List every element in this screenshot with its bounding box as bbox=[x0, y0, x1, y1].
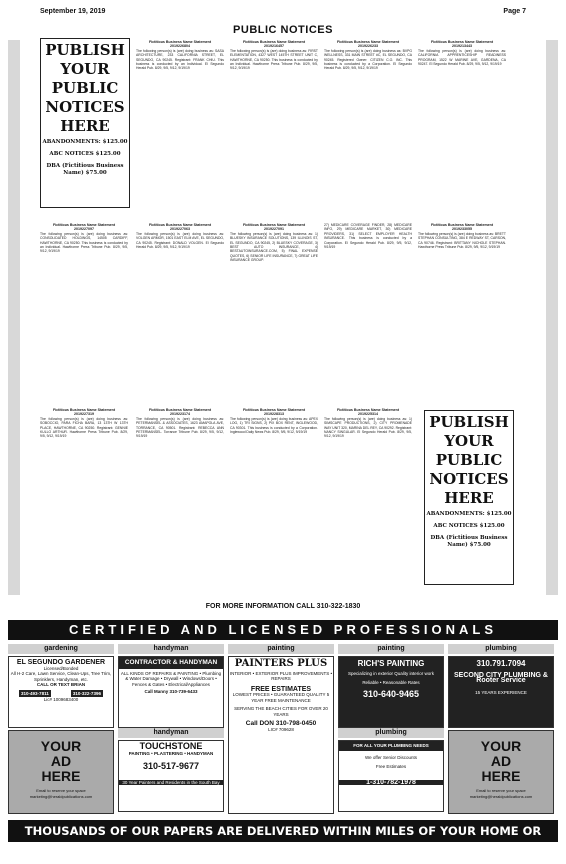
ad-body: We offer Senior Discounts bbox=[364, 754, 418, 760]
page-header bbox=[40, 8, 526, 22]
notice-text: The following person(s) is (are) doing business as: CALIFORNIA APPRENTICESHIP READINESS PROGRAM, 1522 W MARINE AVE, GARDENA, CA 90247. El Segundo Herald Pub. 8/29, 9/5, 9/12, 9/19/19 bbox=[418, 48, 506, 67]
publish-line: NOTICES bbox=[45, 98, 125, 116]
ad-title: FOR ALL YOUR PLUMBING NEEDS bbox=[339, 741, 443, 751]
publish-line: NOTICES bbox=[429, 470, 509, 488]
footer-banner: THOUSANDS OF OUR PAPERS ARE DELIVERED WITHIN MILES OF YOUR HOME OR BUSINESS. bbox=[8, 820, 558, 842]
abc-price: ABC NOTICES $125.00 bbox=[49, 151, 121, 157]
category-label: painting bbox=[228, 644, 334, 654]
section-title: PUBLIC NOTICES bbox=[233, 24, 333, 36]
notice-text: The following person(s) is (are) doing business as: 1) SIMSCAPE PRODUCTIONS, 2) CITY PROMENADE WAY UNIT 320, MARINA DEL REY, CA 90292. Registrant: NANCY SINGULAR. El Segundo Herald Pub. 8/29, 9/5, 9/12, 9/19/19 bbox=[324, 416, 412, 439]
notice-title: Fictitious Business Name Statement bbox=[148, 40, 212, 44]
notice-title: Fictitious Business Name Statement bbox=[430, 40, 494, 44]
ad-name: PAINTERS PLUS bbox=[234, 658, 328, 669]
notice bbox=[230, 408, 318, 593]
ad-column bbox=[8, 644, 114, 816]
notice-text: The following person(s) is (are) doing business as: CONSOLIDATED HOLDINGS, 14505 CARDIFF, HAWTHORNE, CA 90250. This business is conducted by an Individual. Hawthorne Press Tribune Pub. 8/29, 9/5, 9/12, 9/19/19 bbox=[40, 231, 128, 254]
ads-section bbox=[8, 644, 558, 816]
ad-phone[interactable]: 310-322-7396 bbox=[72, 690, 101, 696]
notice-number: 2019228313 bbox=[264, 412, 284, 417]
notice-number: 2019227097 bbox=[74, 227, 94, 232]
ad-license: LIC# 709628 bbox=[268, 726, 294, 732]
category-label: painting bbox=[338, 644, 444, 654]
publish-box-top[interactable] bbox=[40, 38, 130, 208]
ad-serving: SERVING THE BEACH CITIES FOR OVER 20 YEARS bbox=[234, 706, 328, 717]
second-city-plumbing-ad[interactable] bbox=[448, 656, 554, 728]
notice-text: The following person(s) is (are) doing business as: APEX LOG, 1) TRI SIGNS, 2) PIX BOX RENT, INGLEWOOD, CA 90301. This business is conducted by a Corporation. Inglewood Daily News Pub. 8/29, 9/5, 9/12, 9/19/19 bbox=[230, 416, 318, 435]
notice-title: Fictitious Business Name Statement bbox=[52, 223, 116, 227]
ad-name: SECOND CITY PLUMBING & Rooter Service bbox=[454, 671, 548, 684]
ad-phone[interactable]: Call DON 310-798-0450 bbox=[245, 720, 317, 727]
publish-box-bottom[interactable] bbox=[424, 410, 514, 585]
ad-phone[interactable]: 310-517-9677 bbox=[142, 761, 200, 771]
category-label: handyman bbox=[118, 644, 224, 654]
notice bbox=[40, 408, 128, 593]
ad-name: CONTRACTOR & HANDYMAN bbox=[119, 657, 223, 669]
notice-number: 2019226233 bbox=[358, 44, 378, 49]
notice-title: Fictitious Business Name Statement bbox=[242, 408, 306, 412]
dba-price: DBA (Fictitious Business Name) $75.00 bbox=[46, 163, 124, 176]
notice-title: Fictitious Business Name Statement bbox=[430, 223, 494, 227]
category-label: gardening bbox=[8, 644, 114, 654]
notice-title: Fictitious Business Name Statement bbox=[336, 40, 400, 44]
notice-title: Fictitious Business Name Statement bbox=[52, 408, 116, 412]
notice bbox=[418, 223, 506, 403]
notice bbox=[230, 40, 318, 220]
ad-estimate: Free Estimates bbox=[375, 764, 407, 769]
ad-name: TOUCHSTONE bbox=[139, 741, 203, 751]
publish-line: PUBLIC bbox=[51, 79, 119, 97]
notice-text: The following person(s) is (are) doing business as: 1) BLUESKY INSURANCE SOLUTIONS, 139 ILLINOIS ST, EL SEGUNDO, CA 90245, 2) BLUESKY COVERAGE, 3) BEST AUTO INSURANCE, 4) BESTAUTOINSURANCE.COM, 5) FINAL EXPENSE QUOTES, 6) SENIOR LIFE INSURANCE, 7) GREAT LIFE INSURANCE GROUP. bbox=[230, 231, 318, 263]
ad-phone[interactable]: 310-493-7811 bbox=[21, 690, 49, 696]
ad-body: 15 YEARS EXPERIENCE bbox=[475, 689, 527, 695]
notice bbox=[324, 223, 412, 403]
ad-phone[interactable]: 310-640-9465 bbox=[362, 688, 420, 699]
notice-title: Fictitious Business Name Statement bbox=[148, 223, 212, 227]
painters-plus-ad[interactable] bbox=[228, 656, 334, 814]
notice-text: The following person(s) is (are) doing business as: SOBOCCIO, PARA FICHA BARA, 13 13TH W 13TH PLACE, HAWTHORNE, CA 90250. Registrant: GENNIE KULLO ARTHUR. Hawthorne Press Tribune Pub. 8/29, 9/5, 9/12, 9/19/19 bbox=[40, 416, 128, 439]
publish-line: PUBLISH bbox=[45, 41, 125, 59]
richs-painting-ad[interactable] bbox=[338, 656, 444, 728]
notice bbox=[136, 408, 224, 593]
ad-tag: Specializing in exterior Quality interior work bbox=[347, 670, 435, 676]
notice-number: 2019233055 bbox=[452, 227, 472, 232]
abandon-price: ABANDONMENTS: $125.00 bbox=[42, 139, 128, 145]
ad-estimate: FREE ESTIMATES bbox=[250, 685, 312, 693]
your-ad-line: HERE bbox=[481, 768, 521, 784]
ad-column bbox=[228, 644, 334, 816]
issue-date: September 19, 2019 bbox=[40, 8, 106, 15]
ad-phone[interactable]: 310.791.7094 bbox=[476, 659, 526, 668]
ad-phone[interactable]: 1-310-782-1978 bbox=[339, 780, 443, 786]
notice-number: 2019227063 bbox=[170, 227, 190, 232]
notice-text: The following person(s) is (are) doing business as: VOLGEN ARMOR, 1501 EAST ELM AVE, EL SEGUNDO, CA 90245. Registrant: DONALD VOLGEN. El Segundo Herald Pub. 8/29, 9/5, 9/12, 9/19/19 bbox=[136, 231, 224, 250]
contractor-ad[interactable] bbox=[118, 656, 224, 728]
cert-banner: CERTIFIED AND LICENSED PROFESSIONALS bbox=[8, 620, 558, 640]
notice bbox=[418, 40, 506, 220]
your-ad-line: AD bbox=[50, 753, 72, 769]
abc-price: ABC NOTICES $125.00 bbox=[433, 523, 505, 529]
gardener-ad[interactable] bbox=[8, 656, 114, 728]
ad-sub: Licensed/Bonded bbox=[43, 665, 79, 671]
ad-name: RICH'S PAINTING bbox=[357, 659, 425, 668]
your-ad-placeholder[interactable] bbox=[448, 730, 554, 814]
notice-title: Fictitious Business Name Statement bbox=[148, 408, 212, 412]
notice-number: 2019226804 bbox=[170, 44, 190, 49]
abandon-price: ABANDONMENTS: $125.00 bbox=[426, 511, 512, 517]
right-margin-bar bbox=[546, 40, 558, 595]
notice-number: 2019223174 bbox=[170, 412, 190, 417]
ad-name: EL SEGUNDO GARDENER bbox=[16, 659, 106, 666]
notice-text: The following person(s) is (are) doing business as: BVPG WELLNESS, 331 MAIN STREET #C, EL SEGUNDO, CA 90245. Registered Owner: CITIZEN C.O. INC. This business is conducted by a Corporation. El Segundo Herald Pub. 8/29, 9/5, 9/12, 9/19/19 bbox=[324, 48, 412, 71]
notice-text: The following person(s) is (are) doing business as: BRETT STEPHAN CONSULTING, 384 E REDWAY ST, CARSON, CA 90746. Registrant: BRITTANY NICHOLE STEPHAN. Hawthorne Press Tribune Pub. 8/29, 9/5, 9/12, 9/19/19 bbox=[418, 231, 506, 250]
ad-column bbox=[448, 644, 554, 816]
notice bbox=[324, 40, 412, 220]
notice-number: 2019225314 bbox=[358, 412, 378, 417]
left-margin-bar bbox=[8, 40, 20, 595]
publish-line: YOUR bbox=[60, 60, 110, 78]
ad-column bbox=[118, 644, 224, 816]
your-ad-line: YOUR bbox=[480, 738, 522, 754]
your-ad-line: YOUR bbox=[40, 738, 82, 754]
notice-number: 2019213443 bbox=[452, 44, 472, 49]
your-ad-line: AD bbox=[490, 753, 512, 769]
notice bbox=[136, 40, 224, 220]
dba-price: DBA (Fictitious Business Name) $75.00 bbox=[430, 535, 508, 548]
your-ad-placeholder[interactable] bbox=[8, 730, 114, 814]
ad-body: INTERIOR • EXTERIOR PLUS IMPROVEMENTS • REPAIRS bbox=[229, 670, 333, 681]
publish-line: HERE bbox=[60, 117, 110, 135]
notice-text: 27) MEDICARE COVERAGE FINDER, 28) MEDICARE INFO, 29) MEDICARE MARKET, 30) MEDICARE PROVIDERS, 31) SELECT EMPLOYER HEALTH INSURANCE. This business is conducted by a Corporation. El Segundo Herald Pub. 8/29, 9/5, 9/12, 9/19/19 bbox=[324, 223, 412, 250]
ad-desc: LOWEST PRICES • GUARANTEED QUALITY 5 YEAR FREE MAINTENANCE bbox=[232, 692, 330, 703]
category-label: handyman bbox=[118, 728, 224, 738]
ad-license: Lic# 1009683400 bbox=[43, 697, 79, 702]
your-ad-email: Email to reserve your space marketing@heraldpublications.com bbox=[29, 788, 93, 799]
ad-phone[interactable]: Call Manny 310-739-6433 bbox=[144, 689, 198, 694]
notice-title: Fictitious Business Name Statement bbox=[336, 408, 400, 412]
plumbing-ad[interactable] bbox=[338, 740, 444, 812]
notice-number: 2019227091 bbox=[264, 227, 284, 232]
notice-title: Fictitious Business Name Statement bbox=[242, 223, 306, 227]
ad-reliable: Reliable • Reasonable Rates bbox=[362, 680, 420, 685]
notice-text: The following person(s) is (are) doing business as: FIRST ELEMENTATION, 4327 WEST 145TH STREET UNIT C, HAWTHORNE, CA 90250. This business is conducted by an Individual. Hawthorne Press Tribune Pub. 8/29, 9/5, 9/12, 9/19/19 bbox=[230, 48, 318, 71]
your-ad-line: HERE bbox=[41, 768, 81, 784]
publish-line: HERE bbox=[444, 489, 494, 507]
category-label: plumbing bbox=[338, 728, 444, 738]
your-ad-email: Email to reserve your space marketing@heraldpublications.com bbox=[469, 788, 533, 799]
publish-line: YOUR bbox=[444, 432, 494, 450]
ad-call: CALL OR TEXT BRIAN bbox=[36, 682, 86, 687]
notice bbox=[230, 223, 318, 403]
contact-line: FOR MORE INFORMATION CALL 310-322-1830 bbox=[205, 603, 361, 610]
notice bbox=[324, 408, 412, 593]
notice-text: The following person(s) is (are) doing business as: SASA ARCHITECTURE, 233 CALIFORNIA STREET, EL SEGUNDO, CA 90245. Registrant: FRANK CHIU. This business is conducted by an Individual. El Segundo Herald Pub. 8/29, 9/5, 9/12, 9/19/19 bbox=[136, 48, 224, 71]
notice-number: 2019216457 bbox=[264, 44, 284, 49]
ad-body: PAINTING • PLASTERING • HANDYMAN bbox=[128, 750, 214, 756]
ad-footer: 30 Year Painters and Residents in the South Bay bbox=[119, 780, 223, 786]
ad-column bbox=[338, 644, 444, 816]
ad-body: ALL KINDS OF REPAIRS & PAINTING • Plumbing & Water Damage • Drywall • Windows/Doors • Fences & Gates • Electrical/Appliances bbox=[120, 670, 222, 687]
category-label: plumbing bbox=[448, 644, 554, 654]
page-number: Page 7 bbox=[503, 8, 526, 15]
publish-line: PUBLIC bbox=[435, 451, 503, 469]
ad-body: All H-2 Care, Lawn Service, Clean-Ups, Tree Trim, Sprinklers, Handyman, etc. bbox=[10, 671, 112, 682]
notices-grid bbox=[40, 38, 526, 598]
touchstone-ad[interactable] bbox=[118, 740, 224, 812]
notice bbox=[136, 223, 224, 403]
notice bbox=[40, 223, 128, 403]
publish-line: PUBLISH bbox=[429, 413, 509, 431]
notice-title: Fictitious Business Name Statement bbox=[242, 40, 306, 44]
notice-number: 2019227319 bbox=[74, 412, 94, 417]
notice-text: The following person(s) is (are) doing business as: PETERMANSEL & ASSOCIATES, 1623 AMAPOLA AVE, TORRANCE, CA 90501. Registrant: REBECCA ANN PETERMANSEL. Torrance Tribune Pub. 8/29, 9/5, 9/12, 9/19/19 bbox=[136, 416, 224, 439]
